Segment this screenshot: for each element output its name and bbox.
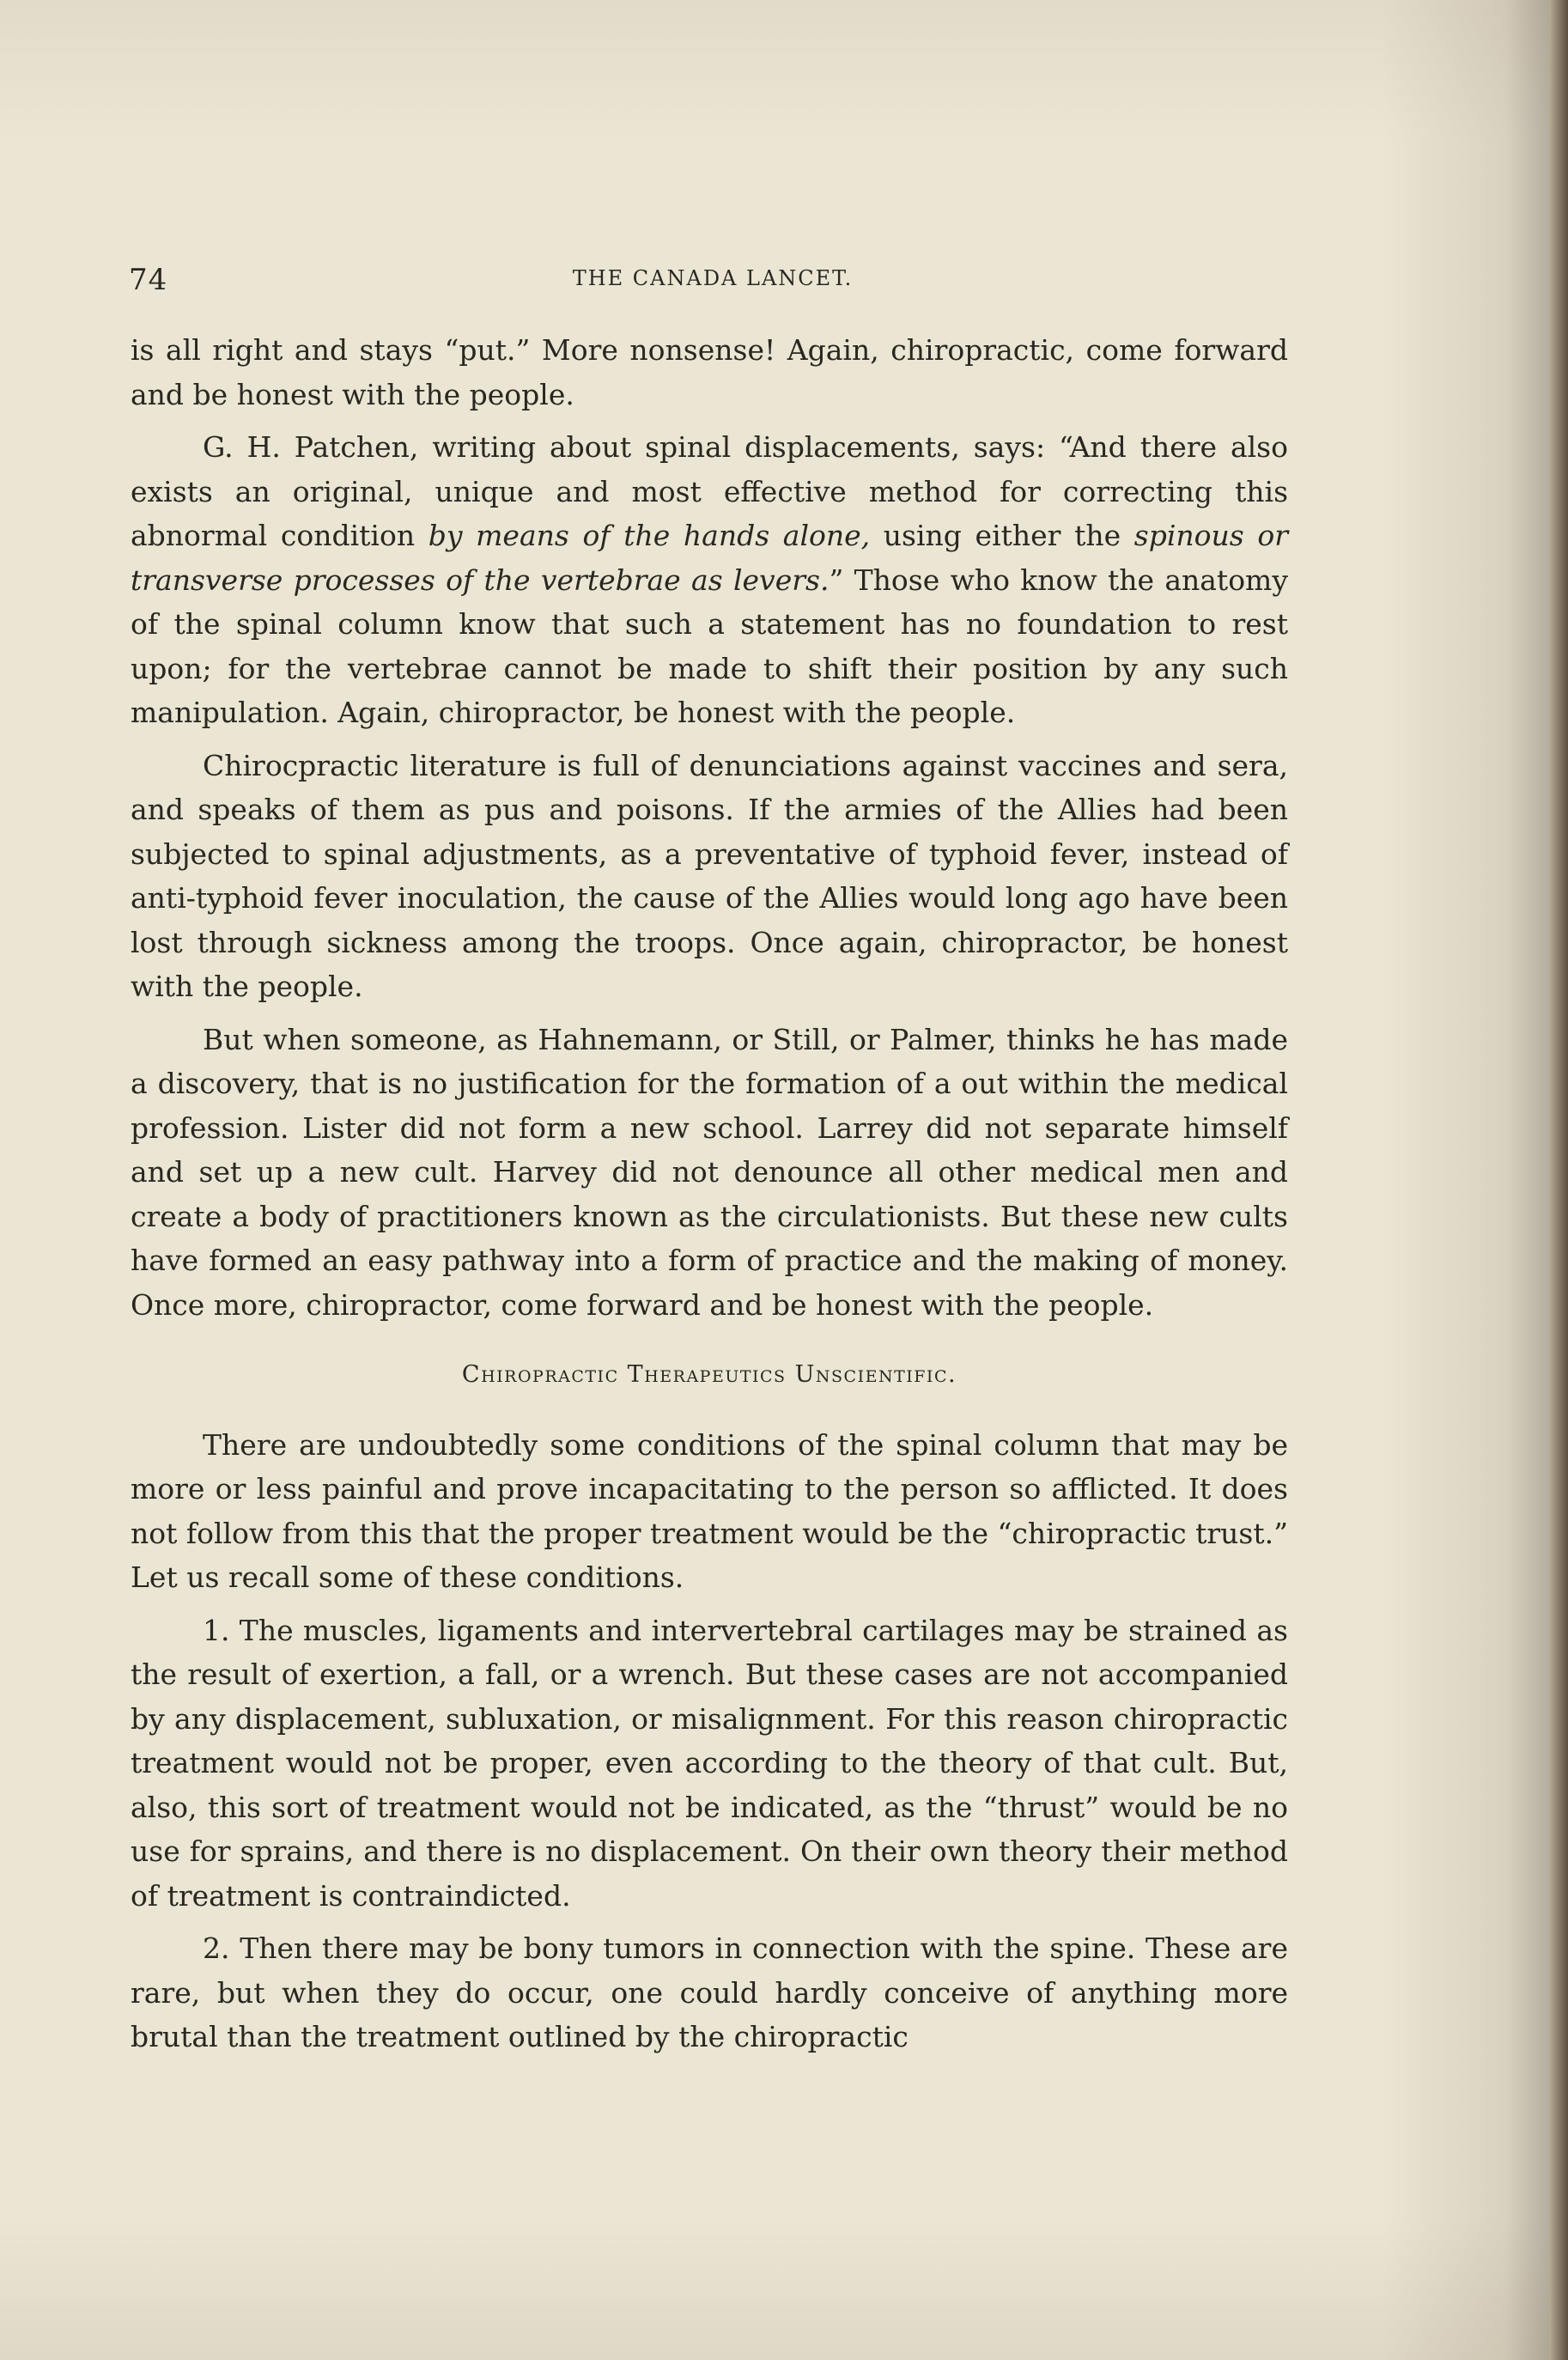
paragraph-2-emphasis-2: spinous or transverse processes of the vertebrae as levers. bbox=[131, 519, 1288, 597]
page-number: 74 bbox=[129, 263, 168, 297]
paragraph-2-text-b: using either the bbox=[870, 519, 1134, 552]
paragraph-4: But when someone, as Hahnemann, or Still, or Palmer, thinks he has made a discovery, that is no justification for the formation of a out within the medical profession. Lister did not form a new school. Larrey did not separate himself and set up a new cult. Harvey did not denounce all other medical men and create a body of practitioners known as the circulationists. But these new cults have formed an easy pathway into a form of practice and the making of money. Once more, chiropractor, come forward and be honest with the people. bbox=[131, 1022, 1288, 1322]
paragraph-7: 2. Then there may be bony tumors in connection with the spine. These are rare, but when they do occur, one could hardly conceive of anything more brutal than the treatment outlined by the chiropractic bbox=[131, 1931, 1288, 2053]
paragraph-3: Chirocpractic literature is full of denunciations against vaccines and sera, and speaks of them as pus and poisons. If the armies of the Allies had been subjected to spinal adjustments, as a preventative of typhoid fever, instead of anti-typhoid fever inoculation, the cause of the Allies would long ago have been lost through sickness among the troops. Once again, chiropractor, be honest with the people. bbox=[131, 748, 1288, 1003]
page-spine-edge bbox=[1549, 0, 1568, 2360]
paragraph-5: There are undoubtedly some conditions of the spinal column that may be more or less painful and prove incapacitating to the person so afflicted. It does not follow from this that the proper treatment would be the “chiropractic trust.” Let us recall some of these conditions. bbox=[131, 1427, 1288, 1594]
paragraph-2-emphasis-1: by means of the hands alone, bbox=[428, 519, 871, 552]
section-heading: Chiropractic Therapeutics Unscientific. bbox=[461, 1361, 957, 1388]
paragraph-2-text-a: G. H. Patchen, writing about spinal displacements, says: “And there also exists an original, unique and most effective method for correcting this abnormal condition bbox=[131, 430, 1288, 552]
paragraph-2 bbox=[131, 425, 1288, 735]
running-head: THE CANADA LANCET. bbox=[572, 266, 854, 290]
paragraph-6: 1. The muscles, ligaments and intervertebral cartilages may be strained as the result of exertion, a fall, or a wrench. But these cases are not accompanied by any displacement, subluxation, or misalignment. For this reason chiropractic treatment would not be proper, even according to the theory of that cult. But, also, this sort of treatment would not be indicated, as the “thrust” would be no use for sprains, and there is no displacement. On their own theory their method of treatment is contraindicted. bbox=[131, 1613, 1288, 1913]
paragraph-2-text-c: ” Those who know the anatomy of the spinal column know that such a statement has no foundation to rest upon; for the vertebrae cannot be made to shift their position by any such manipulation. Again, chiropractor, be honest with the people. bbox=[131, 563, 1288, 729]
paragraph-1: is all right and stays “put.” More nonsense! Again, chiropractic, come forward and be honest with the people. bbox=[131, 333, 1288, 411]
body-text bbox=[131, 328, 1288, 2068]
page-header bbox=[129, 263, 1297, 301]
